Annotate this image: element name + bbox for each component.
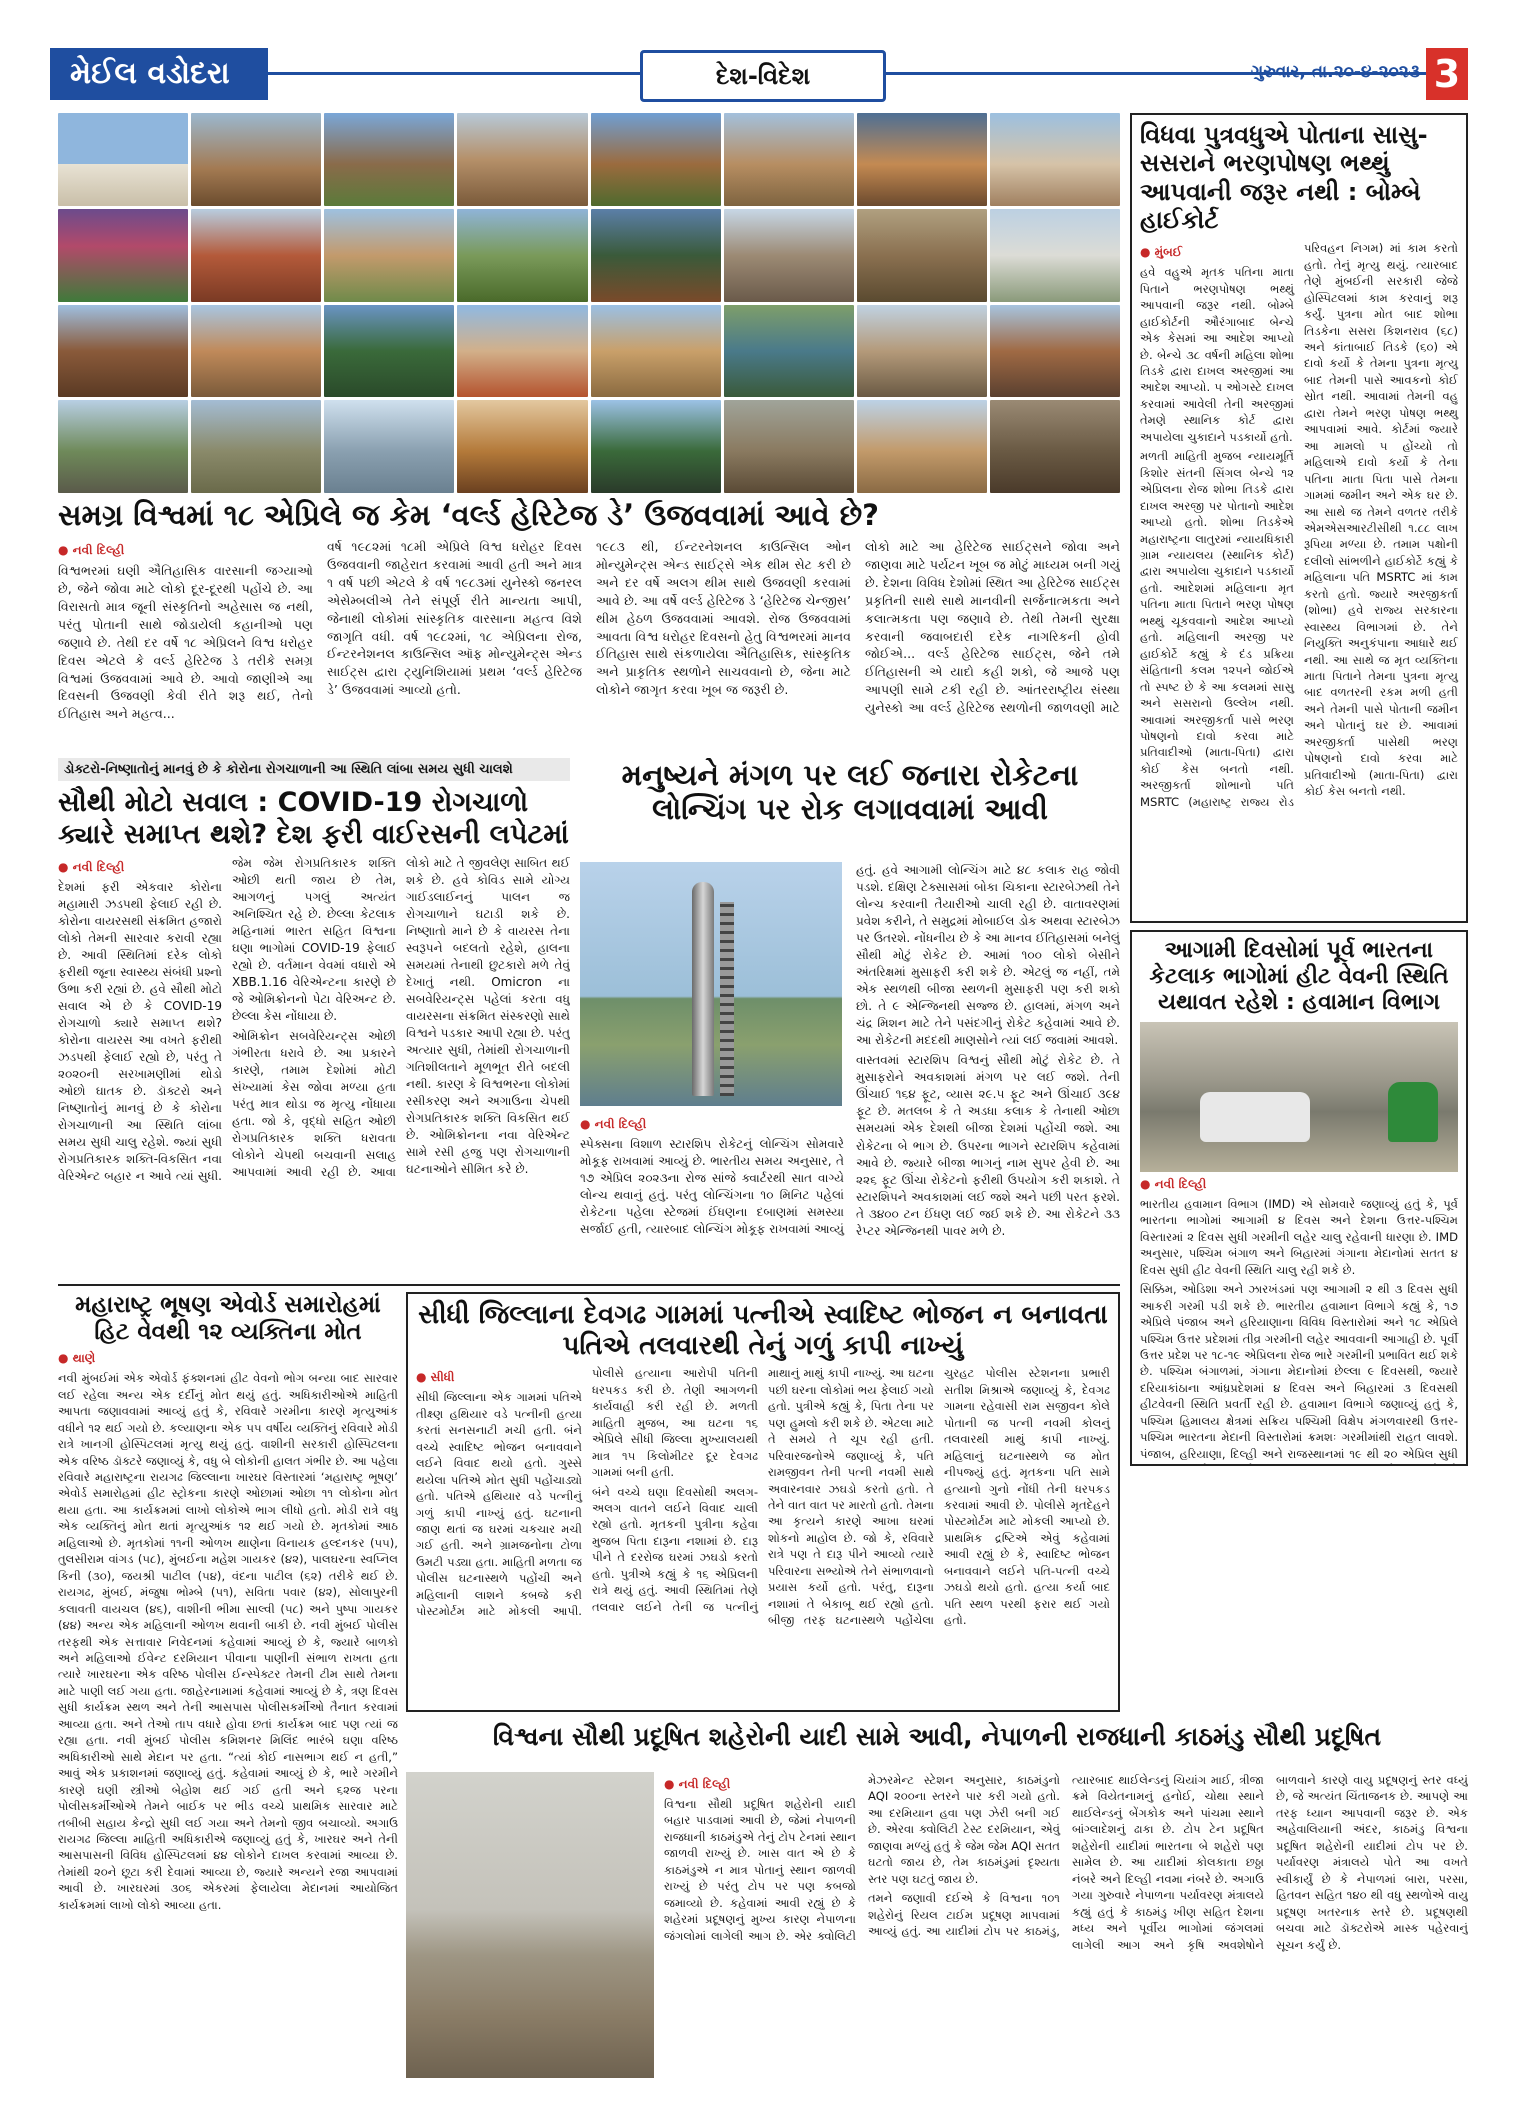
heritage-photo [191, 305, 321, 398]
rocket-body [580, 862, 1120, 1272]
pollution-paragraph: વિશ્વના સૌથી પ્રદૂષિત શહેરોની યાદી બહાર પાડવામાં આવી છે, જેમાં નેપાળની રાજધાની કાઠમંડુએ તેનું ટોપ ટેનમાં સ્થાન જાળવી રાખ્યું છે. ખાસ વાત એ છે કે કાઠમંડુએ ન માત્ર પોતાનું સ્થાન જાળવી રાખ્યું છે પરંતુ ટોપ પર પણ કબજો જમાવ્યો છે. કહેવામાં આવી રહ્યું છે કે શહેરમાં પ્રદૂષણનું મુખ્ય કારણ નેપાળના જંગલોમાં લાગેલી આગ છે. એર ક્વોલિટી મેઝરમેન્ટ સ્ટેશન અનુસાર, કાઠમંડુનો AQI ૨૦૦ના સ્તરને પાર કરી ગયો હતો. આ દરમિયાન હવા પણ ઝેરી બની ગઈ છે. એરવા ક્વોલિટી ટેસ્ટ દરમિયાન, એવું જાણવા મળ્યું હતું કે જેમ જેમ AQI સતત ઘટતો જાય છે, તેમ કાઠમંડુમાં દૃશ્યતા સ્તર પણ ઘટતું જાય છે. [664, 1773, 1060, 1943]
rocket-photo-spacer [580, 862, 842, 1112]
heritage-photo [724, 113, 854, 206]
heritage-paragraph: વિશ્વભરમાં ઘણી ઐતિહાસિક વારસાની જગ્યાઓ છે, જેને જોવા માટે લોકો દૂર-દૂરથી પહોંચે છે. આ વિરાસતો માત્ર જૂની સંસ્કૃતિનો અહેસાસ જ નથી, પરંતુ પોતાની સાથે જોડાયેલી કહાનીઓ પણ જણાવે છે. તેથી દર વર્ષે ૧૮ એપ્રિલને વિશ્વ ધરોહર દિવસ એટલે કે વર્લ્ડ હેરિટેજ ડે તરીકે સમગ્ર વિશ્વમાં ઉજવવામાં આવે છે. આવો જાણીએ આ દિવસની ઉજવણી કેવી રીતે શરૂ થઈ, તેનો ઈતિહાસ અને મહત્વ... [58, 563, 313, 722]
heatwave-story [1130, 930, 1468, 1466]
heritage-photo [58, 113, 188, 206]
pollution-paragraph: તમને જણાવી દઈએ કે વિશ્વના ૧૦૧ શહેરોનું રિયલ ટાઈમ પ્રદૂષણ માપવામાં આવ્યું હતું. આ યાદીમાં ટોપ પર કાઠમંડુ, ત્યારબાદ થાઈલેન્ડનું ચિયાંગ માઈ, ત્રીજા ક્રમે વિયેતનામનું હનોઈ, ચોથા સ્થાને થાઈલેન્ડનું બેંગકોક અને પાંચમા સ્થાને બાંગ્લાદેશનું ઢાકા છે. ટોપ ટેન પ્રદૂષિત શહેરોની યાદીમાં ભારતના બે શહેરો પણ સામેલ છે. આ યાદીમાં કોલકાતા છઠ્ઠા નંબરે અને દિલ્હી નવમા નંબરે છે. અગાઉ ગયા ગુરુવારે નેપાળના પર્યાવરણ મંત્રાલયે કહ્યું હતું કે કાઠમંડુ ખીણ સહિત દેશના મધ્ય અને પૂર્વીય ભાગોમાં જંગલમાં લાગેલી આગ અને કૃષિ અવશેષોને બાળવાને કારણે વાયુ પ્રદૂષણનું સ્તર વધ્યું છે, જે અત્યંત ચિંતાજનક છે. આપણે આ તરફ ધ્યાન આપવાની જરૂર છે. એક અહેવાલિયાની અંદર, કાઠમંડુ વિશ્વના પ્રદૂષિત શહેરોની યાદીમાં ટોપ પર છે. પર્યાવરણ મંત્રાલયે પોતે આ વખતે સ્વીકાર્યું છે કે નેપાળમાં બારા, પરસા, હિતવન સહિત ૧૪૦ થી વધુ સ્થળોએ વાયુ પ્રદૂષણ ખતરનાક સ્તરે છે. પ્રદૂષણથી બચવા માટે ડૉક્ટરોએ માસ્ક પહેરવાનું સૂચન કર્યું છે. [868, 1773, 1468, 1952]
section-title: દેશ-વિદેશ [640, 50, 886, 102]
rocket-paragraph: વાસ્તવમાં સ્ટારશિપ વિશ્વનું સૌથી મોટું રોકેટ છે. તે મુસાફરોને અવકાશમાં મંગળ પર લઈ જશે. તેની ઊંચાઈ ૧૬૪ ફૂટ, વ્યાસ ૨૯.૫ ફૂટ અને ઊંચાઈ ૩૯૪ ફૂટ છે. મતલબ કે તે અડધા કલાક કે તેનાથી ઓછા સમયમાં એક દેશથી બીજા દેશમાં પહોંચી જશે. આ રોકેટના બે ભાગ છે. ઉપરના ભાગને સ્ટારશિપ કહેવામાં આવે છે. જ્યારે બીજા ભાગનું નામ સુપર હેવી છે. આ ૨૨૬ ફૂટ ઊંચા રોકેટનો ફરીથી ઉપયોગ કરી શકાશે. તે સ્ટારશિપને અવકાશમાં લઈ જશે અને પછી પરત ફરશે. તે ૩૪૦૦ ટન ઈંધણ લઈ જઈ શકે છે. આ રોકેટને ૩૩ રેપ્ટર એન્જિનથી પાવર મળે છે. [856, 1053, 1120, 1238]
sidhi-paragraph: સીધી જિલ્લાના એક ગામમાં પતિએ તીક્ષ્ણ હથિયાર વડે પત્નીની હત્યા કરતાં સનસનાટી મચી હતી. બંને વચ્ચે સ્વાદિષ્ટ ભોજન બનાવવાને લઈને વિવાદ થયો હતો. ગુસ્સે થયેલા પતિએ મોત સુધી પહોંચાડ્યો હતો. પતિએ હથિયાર વડે પત્નીનું ગળું કાપી નાખ્યું હતું. ઘટનાની જાણ થતાં જ ઘરમાં ચકચાર મચી ગઈ હતી. અને ગ્રામજનોના ટોળા ઉમટી પડ્યા હતા. માહિતી મળતા જ પોલીસ ઘટનાસ્થળે પહોંચી અને મહિલાની લાશને કબજે કરી પોસ્ટમોર્ટમ માટે મોકલી આપી. પોલીસે હત્યાના આરોપી પતિની ધરપકડ કરી છે. તેણી આગળની કાર્યવાહી કરી રહી છે. મળતી માહિતી મુજબ, આ ઘટના ૧૬ એપ્રિલે સીધી જિલ્લા મુખ્યાલયથી માત્ર ૧૫ કિલોમીટર દૂર દેવગઢ ગામમાં બની હતી. [416, 1366, 758, 1619]
sidhi-body [416, 1365, 1110, 1665]
heatwave-paragraph: સિક્કિમ, ઓડિશા અને ઝારખંડમાં પણ આગામી ૨ થી ૩ દિવસ સુધી આકરી ગરમી પડી શકે છે. ભારતીય હવામાન વિભાગે કહ્યું કે, ૧૭ એપ્રિલે પંજાબ અને હરિયાણાના વિવિધ વિસ્તારોમાં અને ૧૮ એપ્રિલે પશ્ચિમ ઉત્તર પ્રદેશમાં તીવ્ર ગરમીની લહેર આવવાની આગાહી છે. પૂર્વી ઉત્તર પ્રદેશ પર ૧૮-૧૯ એપ્રિલના રોજ ભારે ગરમીની પ્રભાવિત થઈ શકે છે. પશ્ચિમ બંગાળમાં, ગંગાના મેદાનોમાં છેલ્લા ૯ દિવસથી, જ્યારે દરિયાકાંઠાના આંધ્રપ્રદેશમાં ૪ દિવસ અને બિહારમાં ૩ દિવસથી હીટવેવની સ્થિતિ પ્રવર્તી રહી છે. હવામાન વિભાગે જણાવ્યું હતું કે, પશ્ચિમ હિમાલય ક્ષેત્રમાં સક્રિય પશ્ચિમી વિક્ષેપ મંગળવારથી ઉત્તર-પશ્ચિમ ભારતના મેદાની વિસ્તારોમાં ક્રમશઃ ગરમીમાંથી રાહત લાવશે. પંજાબ, હરિયાણા, દિલ્હી અને રાજસ્થાનમાં ૧૯ થી ૨૦ એપ્રિલ સુધી [1140, 1282, 1459, 1461]
heritage-photo-collage [58, 113, 1120, 493]
heritage-photo [191, 113, 321, 206]
heritage-photo [324, 305, 454, 398]
covid-headline: સૌથી મોટો સવાલ : COVID-19 રોગચાળો ક્યારે સમાપ્ત થશે? દેશ ફરી વાઈરસની લપેટમાં [58, 787, 569, 850]
heatwave-dateline: ● નવી દિલ્હી [1140, 1176, 1458, 1193]
maharashtra-paragraph: નવી મુંબઈમાં એક એવોર્ડ ફંક્શનમાં હીટ વેવનો ભોગ બન્યા બાદ સારવાર લઈ રહેલા અન્ય એક દર્દીનું મોત થયું હતું. અધિકારીઓએ માહિતી આપતા જણાવવામાં આવ્યું હતું કે, રવિવારે ગરમીના કારણે મૃત્યુઆંક વધીને ૧૨ થઈ ગયો છે. કલ્યાણના એક ૫૫ વર્ષીય વ્યક્તિનું રવિવારે મોડી રાત્રે ખાનગી હોસ્પિટલમાં મૃત્યુ થયું હતું. વાશીની સરકારી હોસ્પિટલના એક વરિષ્ઠ ડૉક્ટરે જણાવ્યું કે, વધુ બે લોકોની હાલત ગંભીર છે. આ પહેલા રવિવારે મહારાષ્ટ્રના રાયગઢ જિલ્લાના ખારઘર વિસ્તારમાં ‘મહારાષ્ટ્ર ભૂષણ’ એવોર્ડ સમારોહમાં હીટ સ્ટ્રોકના કારણે ઓછામાં ઓછા ૧૧ લોકોના મોત થયા હતા. આ કાર્યક્રમમાં લાખો લોકોએ ભાગ લીધો હતો. મોડી રાત્રે વધુ એક વ્યક્તિનું મોત થતાં મૃત્યુઆંક ૧૨ થઈ ગયો છે. મૃતકોમાં આઠ મહિલાઓ છે. મૃતકોમાં ૧૧ની ઓળખ થાણેના વિનાયક હલ્દનકર (૫૫), તુલસીરામ વાંગડ (૫૮), મુંબઈના મહેશ ગાયકર (૪૨), પાલઘરના સ્વપ્નિલ કિની (૩૦), જયશ્રી પાટીલ (૫૪), વંદના પાટીલ (૬૨) તરીકે થઈ છે. રાયગઢ, મુંબઈ, મંજુષા ભોમ્બે (૫૧), સવિતા પવાર (૪૨), સોલાપુરની કલાવતી વાયચલ (૪૬), વાશીની ભીમા સાલ્વી (૫૮) અને પુષ્પા ગાયકર (૪૪) અન્ય એક મહિલાની ઓળખ થવાની બાકી છે. નવી મુંબઈ પોલીસ તરફથી એક સત્તાવાર નિવેદનમાં કહેવામાં આવ્યું છે કે, જ્યારે બાળકો અને મહિલાઓ ઈવેન્ટ દરમિયાન પીવાના પાણીની સંભાળ રાખતા હતા ત્યારે ખારઘરના એક વરિષ્ઠ પોલીસ ઈન્સ્પેક્ટર તેમની ટીમ સાથે તેમના માટે પાણી લઈ ગયા હતા. જાહેરનામામાં કહેવામાં આવ્યું છે કે, ત્રણ દિવસ સુધી કાર્યક્રમ સ્થળ અને તેની આસપાસ પોલીસકર્મીઓ તૈનાત કરવામાં આવ્યા હતા. અને તેઓ તાપ વધારે હોવા છતાં કાર્યક્રમ બાદ પણ ત્યાં જ રહ્યા હતા. નવી મુંબઈ પોલીસ કમિશનર મિલિંદ ભારંબે ઘણા વરિષ્ઠ અધિકારીઓ સાથે મેદાન પર હતા. “ત્યાં કોઈ નાસભાગ થઈ ન હતી,” આવું એક પ્રકાશનમાં જણાવ્યું હતું. કહેવામાં આવ્યું છે કે, ભારે ગરમીને કારણે ઘણી સ્ત્રીઓ બેહોશ થઈ ગઈ હતી અને ૬૨જ પરના પોલીસકર્મીઓએ તેમને બાઈક પર ભીડ વચ્ચે પ્રાથમિક સારવાર માટે તબીબી સહાય કેન્દ્રો સુધી લઈ ગયા અને તેમનો જીવ બચાવ્યો. અગાઉ રાયગઢ જિલ્લા માહિતી અધિકારીએ જણાવ્યું હતું કે, ખારઘર અને તેની આસપાસની વિવિધ હોસ્પિટલમાં ૪૪ લોકોને દાખલ કરવામાં આવ્યા છે. તેમાંથી ૨૦ને છૂટા કરી દેવામાં આવ્યા છે, જ્યારે અન્યને રજા આપવામાં આવી છે. ખારઘરમાં ૩૦૬ એકરમાં ફેલાયેલા મેદાનમાં આયોજિત કાર્યક્રમમાં લાખો લોકો આવ્યા હતા. [58, 1371, 398, 1912]
heritage-photo [990, 305, 1120, 398]
bombay-hc-dateline: ● મુંબઈ [1140, 244, 1294, 261]
sidhi-headline: સીધી જિલ્લાના દેવગઢ ગામમાં પત્નીએ સ્વાદિષ્ટ ભોજન ન બનાવતા પતિએ તલવારથી તેનું ગળું કાપી નાખ્યું [418, 1300, 1108, 1361]
heatwave-body [1140, 1176, 1458, 1466]
heritage-photo [990, 113, 1120, 206]
heritage-photo [457, 400, 587, 493]
bombay-hc-story [1130, 113, 1468, 923]
bombay-hc-paragraph: મળતી માહિતી મુજબ ન્યાયમૂર્તિ કિશોર સંતની સિંગલ બેન્ચે ૧૨ એપ્રિલના રોજ શોભા તિડકે દ્વારા દાખલ અરજી પર પોતાનો આદેશ આપ્યો હતો. શોભા તિડકેએ મહારાષ્ટ્રના લાતુરમાં ન્યાયધિકારી ગ્રામ ન્યાયલય (સ્થાનિક કોર્ટ) દ્વારા અપાયેલા ચુકાદાને પડકાર્યો હતો. આદેશમાં મહિલાના મૃત પતિના માતા પિતાને ભરણ પોષણ ભથ્થું ચૂકવવાનો આદેશ આપ્યો હતો. મહિલાની અરજી પર હાઈકોર્ટે કહ્યું કે દંડ પ્રક્રિયા સંહિતાની કલમ ૧૨૫ને જોઈએ તો સ્પષ્ટ છે કે આ કલમમાં સાસુ અને સસરાનો ઉલ્લેખ નથી. આવામાં અરજીકર્તા પાસે ભરણ પોષણનો દાવો કરવા માટે પ્રતિવાદીઓ (માતા-પિતા) દ્વારા કોઈ કેસ બનતો નથી. અરજીકર્તા શોભાનો પતિ MSRTC (મહારાષ્ટ્ર રાજ્ય રોડ પરિવહન નિગમ) માં કામ કરતો હતો. તેનું મૃત્યુ થયું. ત્યારબાદ તેણે મુંબઈની સરકારી જેજે હોસ્પિટલમાં કામ કરવાનું શરૂ કર્યું. પુત્રના મોત બાદ શોભા તિડકેના સસરા કિશનરાવ (૬૮) અને કાંતાબાઈ તિડકે (૬૦) એ દાવો કર્યો કે તેમના પુત્રના મૃત્યુ બાદ તેમની પાસે આવકનો કોઈ સ્રોત નથી. આવામાં તેમની વહુ દ્વારા તેમને ભરણ પોષણ ભથ્થુ આપવામાં આવે. કોર્ટમાં જ્યારે આ મામલો ૫ હોંચ્યો તો મહિલાએ દાવો કર્યો કે તેના પતિના માતા પિતા પાસે તેમના ગામમાં જમીન અને એક ઘર છે. આ સાથે જ તેમને વળતર તરીકે એમએસઆરટીસીથી ૧.૮૮ લાખ રૂપિયા મળ્યા છે. તમામ પક્ષોની દલીલો સાંભળીને હાઈકોર્ટે કહ્યું કે મહિલાના પતિ MSRTC માં કામ કરતો હતો. જ્યારે અરજીકર્તા (શોભા) હવે રાજ્ય સરકારના સ્વાસ્થ્ય વિભાગમાં છે. તેને નિયુક્તિ અનુકંપાના આધારે થઈ નથી. આ સાથે જ મૃત વ્યક્તિના માતા પિતાને તેમના પુત્રના મૃત્યુ બાદ વળતરની રકમ મળી હતી અને તેમની પાસે પોતાની જમીન અને પોતાનું ઘર છે. આવામાં અરજીકર્તા પાસેથી ભરણ પોષણનો દાવો કરવા માટે પ્રતિવાદીઓ (માતા-પિતા) દ્વારા કોઈ કેસ બનતો નથી. [1140, 241, 1458, 809]
heritage-photo [457, 305, 587, 398]
rocket-story [580, 758, 1120, 1278]
bombay-hc-body [1140, 240, 1458, 920]
maharashtra-body [58, 1350, 398, 1913]
heritage-photo [58, 209, 188, 302]
maharashtra-story [58, 1292, 398, 2084]
heritage-photo [324, 113, 454, 206]
maharashtra-headline: મહારાષ્ટ્ર ભૂષણ એવોર્ડ સમારોહમાં હિટ વેવથી ૧૨ વ્યક્તિના મોત [75, 1292, 381, 1346]
covid-story [58, 758, 570, 1278]
sidhi-story [406, 1292, 1120, 1712]
page-number: 3 [1426, 48, 1468, 100]
heritage-photo [591, 113, 721, 206]
pollution-story [406, 1722, 1468, 2084]
heritage-headline: સમગ્ર વિશ્વમાં ૧૮ એપ્રિલે જ કેમ ‘વર્લ્ડ હેરિટેજ ડે’ ઉજવવામાં આવે છે? [58, 498, 879, 532]
kathmandu-smog-photo [406, 1772, 654, 2078]
heritage-paragraph: ૧૯૮૩ થી, ઈન્ટરનેશનલ કાઉન્સિલ ઓન મોન્યુમેન્ટ્સ એન્ડ સાઈટ્સે એક થીમ સેટ કરી છે અને દર વર્ષે અલગ થીમ સાથે ઉજવણી કરવામાં આવે છે. આ વર્ષે વર્લ્ડ હેરિટેજ ડે ‘હેરિટેજ ચેન્જીસ’ થીમ હેઠળ ઉજવવામાં આવશે. રોજ ઉજવવામાં આવતા વિશ્વ ધરોહર દિવસનો હેતુ વિશ્વભરમાં માનવ ઈતિહાસ સાથે સંકળાયેલા ઐતિહાસિક, સાંસ્કૃતિક અને પ્રાકૃતિક સ્થળોને સાચવવાનો છે, જેના માટે લોકોને જાગૃત કરવા ખૂબ જ જરૂરી છે. [596, 539, 851, 698]
heritage-photo [724, 400, 854, 493]
heritage-paragraph: લોકો માટે આ હેરિટેજ સાઈટ્સને જોવા અને જાણવા માટે પર્યટન ખૂબ જ મોટું માધ્યમ બની ગયું છે. દેશના વિવિધ દેશોમાં સ્થિત આ હેરિટેજ સાઈટ્સ પ્રકૃતિની સાથે સાથે માનવીની સર્જનાત્મકતા અને કલાત્મકતા પણ જણાવે છે. તેથી તેમની સુરક્ષા કરવાની જવાબદારી દરેક નાગરિકની હોવી જોઈએ... વર્લ્ડ હેરિટેજ સાઈટ્સ, જેને તમે ઈતિહાસની એ યાદો કહી શકો, જે આજે પણ આપણી સામે ટકી રહી છે. આંતરરાષ્ટ્રીય સંસ્થા યુનેસ્કો આ વર્લ્ડ હેરિટેજ સ્થળોની જાળવણી માટે [865, 539, 1120, 716]
heritage-photo [591, 209, 721, 302]
heritage-photo [724, 305, 854, 398]
pollution-headline: વિશ્વના સૌથી પ્રદૂષિત શહેરોની યાદી સામે આવી, નેપાળની રાજધાની કાઠમંડુ સૌથી પ્રદૂષિત [492, 1722, 1382, 1751]
sidhi-dateline: ● સીધી [416, 1369, 582, 1386]
heritage-photo [591, 400, 721, 493]
heritage-story [58, 498, 1120, 750]
issue-date: ગુરુવાર, તા.૨૦-૪-૨૦૨૩ [1250, 62, 1420, 82]
rocket-dateline: ● નવી દિલ્હી [580, 1116, 844, 1133]
covid-dateline: ● નવી દિલ્હી [58, 859, 222, 876]
covid-kicker: ડોક્ટરો-નિષ્ણાતોનું માનવું છે કે કોરોના રોગચાળાની આ સ્થિતિ લાંબા સમય સુધી ચાલશે [58, 758, 570, 781]
heritage-photo [191, 400, 321, 493]
heritage-body [58, 538, 1120, 728]
bombay-hc-headline: વિધવા પુત્રવધુએ પોતાના સાસુ-સસરાને ભરણપોષણ ભથ્થું આપવાની જરૂર નથી : બોમ્બે હાઈકોર્ટ [1140, 121, 1428, 234]
section-divider [58, 1284, 1120, 1286]
heritage-photo [191, 209, 321, 302]
heritage-photo [857, 400, 987, 493]
heritage-photo [457, 209, 587, 302]
maharashtra-dateline: ● થાણે [58, 1350, 398, 1367]
pollution-body [664, 1772, 1468, 2078]
heritage-photo [857, 209, 987, 302]
heatwave-photo [1140, 1022, 1458, 1172]
heritage-photo [591, 305, 721, 398]
heritage-photo [457, 113, 587, 206]
heatwave-paragraph: ભારતીય હવામાન વિભાગ (IMD) એ સોમવારે જણાવ્યું હતું કે, પૂર્વ ભારતના ભાગોમાં આગામી ૪ દિવસ અને દેશના ઉત્તર-પશ્ચિમ વિસ્તારમાં ૨ દિવસ સુધી ગરમીની લહેર ચાલુ રહેવાની ધારણા છે. IMD અનુસાર, ૫શ્ચિમ બંગાળ અને બિહારમાં ગંગાના મેદાનોમાં સતત ૪ દિવસ સુધી હીટ વેવની સ્થિતિ ચાલુ રહી શકે છે. [1140, 1196, 1458, 1277]
edition-name: મેઈલ વડોદરા [50, 48, 268, 100]
heritage-photo [857, 113, 987, 206]
heritage-photo [857, 305, 987, 398]
heritage-photo [990, 209, 1120, 302]
heritage-photo [990, 400, 1120, 493]
heritage-paragraph: વર્ષ ૧૯૮૨માં ૧૮મી એપ્રિલે વિશ્વ ધરોહર દિવસ ઉજવવાની જાહેરાત કરવામાં આવી હતી અને માત્ર ૧ વર્ષ પછી એટલે કે વર્ષ ૧૯૮૩માં યુનેસ્કો જનરલ એસેમ્બલીએ તેને સંપૂર્ણ રીતે માન્યતા આપી, જેનાથી લોકોમાં સાંસ્કૃતિક વારસાના મહત્વ વિશે જાગૃતિ વધી. વર્ષ ૧૯૮૨માં, ૧૮ એપ્રિલના રોજ, ઈન્ટરનેશનલ કાઉન્સિલ ઑફ મોન્યુમેન્ટ્સ એન્ડ સાઈટ્સ દ્વારા ટ્યુનિશિયામાં પ્રથમ ‘વર્લ્ડ હેરિટેજ ડે’ ઉજવવામાં આવ્યો હતો. [327, 539, 582, 698]
rocket-headline: મનુષ્યને મંગળ પર લઈ જનારા રોકેટના લોન્ચિંગ પર રોક લગાવવામાં આવી [621, 758, 1079, 827]
heatwave-headline: આગામી દિવસોમાં પૂર્વ ભારતના કેટલાક ભાગોમાં હીટ વેવની સ્થિતિ યથાવત રહેશે : હવામાન વિભાગ [1149, 938, 1449, 1015]
heritage-photo [58, 305, 188, 398]
car-shape [1200, 1092, 1310, 1142]
heritage-photo [58, 400, 188, 493]
covid-paragraph: ઓમિક્રોન સબવેરિયન્ટ્સ ઓછી ગંભીરતા ધરાવે છે. આ પ્રકારને કારણે, તમામ દેશોમાં મોટી સંખ્યામાં કેસ જોવા મળ્યા હતા પરંતુ માત્ર થોડા જ મૃત્યુ નોંધાયા હતા. જો કે, વૃદ્ધો સહિત ઓછી રોગપ્રતિકારક શક્તિ ધરાવતા લોકોને ચેપથી બચવાની સલાહ આપવામાં આવી રહી છે. આવા લોકો માટે તે જીવલેણ સાબિત થઈ શકે છે. હવે કોવિડ સામે યોગ્ય ગાઈડલાઈનનું પાલન જ રોગચાળાને ઘટાડી શકે છે. નિષ્ણાતો માને છે કે વાયરસ તેના સ્વરૂપને બદલતો રહેશે, હાલના સમયમાં તેનાથી છુટકારો મળે તેવું દેખાતું નથી. Omicron ના સબવેરિયન્ટ્સ પહેલાં કરતા વધુ વાયરસના સંક્રમિત સંસ્કરણો સાથે વિશ્વને પડકાર આપી રહ્યા છે. પરંતુ અત્યાર સુધી, તેમાંથી રોગચાળાની ગતિશીલતાને મૂળભૂત રીતે બદલી નથી. કારણ કે વિશ્વભરના લોકોમાં રસીકરણ અને અગાઉના ચેપથી રોગપ્રતિકારક શક્તિ વિકસિત થઈ છે. ઓમિક્રોનના નવા વેરિએન્ટ સામે રસી હજુ પણ રોગચાળાની ઘટનાઓને સીમિત કરે છે. [232, 855, 570, 1180]
heritage-photo [724, 209, 854, 302]
bombay-hc-paragraph: હવે વહુએ મૃતક પતિના માતા પિતાને ભરણપોષણ ભથ્થું આપવાની જરૂર નથી. બોમ્બે હાઈકોર્ટની ઔરંગાબાદ બેન્ચે એક કેસમાં આ આદેશ આપ્યો છે. બેન્ચે ૩૮ વર્ષની મહિલા શોભા તિડકે દ્વારા દાખલ અરજીમાં આ આદેશ આપ્યો. ૫ ઓગસ્ટે દાખલ કરવામાં આવેલી તેની અરજીમાં તેમણે સ્થાનિક કોર્ટ દ્વારા અપાયેલા ચુકાદાને પડકાર્યો હતો. [1140, 265, 1294, 444]
covid-body [58, 855, 570, 1225]
heritage-photo [324, 209, 454, 302]
pollution-dateline: ● નવી દિલ્હી [664, 1776, 856, 1793]
rocket-paragraph: સ્પેક્સના વિશાળ સ્ટારશિપ રોકેટનું લોન્ચિંગ સોમવારે મોકૂફ રાખવામાં આવ્યું છે. ભારતીય સમય અનુસાર, તે ૧૭ એપ્રિલ ૨૦૨૩ના રોજ સાંજે ક્વાર્ટરથી સાત વાગ્યે લોન્ચ થવાનું હતું. પરંતુ લોન્ચિંગના ૧૦ મિનિટ પહેલાં રોકેટના પહેલા સ્ટેજમાં ઈંધણના દબાણમાં સમસ્યા સર્જાઈ હતી, ત્યારબાદ લોન્ચિંગ મોકૂફ રાખવામાં આવ્યું હતું. હવે આગામી લોન્ચિંગ માટે ૪૮ કલાક રાહ જોવી પડશે. દક્ષિણ ટેક્સાસમાં બોકા ચિકાના સ્ટારબેઝથી તેને લોન્ચ કરવાની તૈયારીઓ ચાલી રહી છે. વાતાવરણમાં પ્રવેશ કરીને, તે સમુદ્રમાં મોબાઈલ ડોક અથવા સ્ટારબેઝ પર ઉતરશે. નોંધનીય છે કે આ માનવ ઈતિહાસમાં બનેલું સૌથી મોટું રોકેટ છે. આમાં ૧૦૦ લોકો બેસીને અંતરિક્ષમાં મુસાફરી કરી શકે છે. એટલું જ નહીં, તમે એક સ્થળથી બીજા સ્થળની મુસાફરી પણ કરી શકો છો. તે ૯ એન્જિનથી સજ્જ છે. હાલમાં, મંગળ અને ચંદ્ર મિશન માટે તેને પસંદગીનું રોકેટ કહેવામાં આવે છે. આ રોકેટની મદદથી માણસોને ત્યાં લઈ જવામાં આવશે. [580, 863, 1120, 1237]
heritage-photo [324, 400, 454, 493]
heritage-dateline: ● નવી દિલ્હી [58, 542, 313, 559]
autorickshaw-shape [1388, 1082, 1438, 1142]
masthead [50, 48, 1468, 100]
covid-paragraph: દેશમાં ફરી એકવાર કોરોના મહામારી ઝડપથી ફેલાઈ રહી છે. કોરોના વાયરસથી સંક્રમિત હજારો લોકો તેમની સારવાર કરાવી રહ્યા છે. આવી સ્થિતિમાં દરેક લોકો ફરીથી જૂના સ્વાસ્થ્ય સંબંધી પ્રશ્નો ઉભા કરી રહ્યાં છે. હવે સૌથી મોટો સવાલ એ છે કે COVID-19 રોગચાળો ક્યારે સમાપ્ત થશે? કોરોના વાયરસ આ વખતે ફરીથી ઝડપથી ફેલાઈ રહ્યો છે, પરંતુ તે ૨૦૨૦ની સરખામણીમાં થોડો ઓછો ઘાતક છે. ડૉક્ટરો અને નિષ્ણાતોનું માનવું છે કે કોરોના રોગચાળાની આ સ્થિતિ લાંબા સમય સુધી ચાલુ રહેશે. જ્યાં સુધી રોગપ્રતિકારક શક્તિ-વિકસિત નવા વેરિએન્ટ બહાર ન આવે ત્યાં સુધી. જેમ જેમ રોગપ્રતિકારક શક્તિ ઓછી થતી જાય છે તેમ, આગળનું પગલું અત્યંત અનિશ્ચિત રહે છે. છેલ્લા કેટલાક મહિનામાં ભારત સહિત વિશ્વના ઘણા ભાગોમાં COVID-19 ફેલાઈ રહ્યો છે. વર્તમાન વેવમાં વધારો એ XBB.1.16 વેરિએન્ટના કારણે છે જે ઓમિક્રોનનો પેટા વેરિઅન્ટ છે. છેલ્લા કેસ નોંધાયા છે. [58, 855, 396, 1184]
sidhi-paragraph: બંને વચ્ચે ઘણા દિવસોથી અલગ-અલગ વાતને લઈને વિવાદ ચાલી રહ્યો હતો. મૃતકની પુત્રીના કહેવા મુજબ પિતા દારૂના નશામાં છે. દારૂ પીને તે દરરોજ ઘરમાં ઝઘડો કરતો હતો. પુત્રીએ કહ્યું કે ૧૬ એપ્રિલની રાત્રે થયું હતું. આવી સ્થિતિમાં તેણે તલવાર લઈને તેની જ પત્નીનું માથાનું માથું કાપી નાખ્યું. આ ઘટના પછી ઘરના લોકોમાં ભય ફેલાઈ ગયો હતો. પુત્રીએ કહ્યું કે, પિતા તેના પર પણ હુમલો કરી શકે છે. એટલા માટે તે સમયે તે ચૂપ રહી હતી. પરિવારજનોએ જણાવ્યું કે, પતિ રામજીવન તેની પત્ની નવમી સાથે અવારનવાર ઝઘડો કરતો હતો. તે તેને વાત વાત પર મારતો હતો. તેમના આ કૃત્યને કારણે આખા ઘરમાં શોકનો માહોલ છે. જો કે, રવિવારે રાત્રે પણ તે દારૂ પીને આવ્યો ત્યારે પરિવારના સભ્યોએ તેને સંભાળવાનો પ્રયાસ કર્યો હતો. પરંતુ, દારૂના નશામાં તે બેકાબૂ થઈ રહ્યો હતો. બીજી તરફ ઘટનાસ્થળે પહોંચેલા ચુરહટ પોલીસ સ્ટેશનના પ્રભારી સતીશ મિશ્રાએ જણાવ્યું કે, દેવગઢ ગામના રહેવાસી રામ સજીવન કોલે પોતાની જ પત્ની નવમી કોલનું તલવારથી માથું કાપી નાખ્યું. મહિલાનું ઘટનાસ્થળે જ મોત નીપજ્યું હતું. મૃતકના પતિ સામે હત્યાનો ગુનો નોંધી તેની ધરપકડ કરવામાં આવી છે. પોલીસે મૃતદેહને પોસ્ટમોર્ટમ માટે મોકલી આપ્યો છે. પ્રાથમિક દ્રષ્ટિએ એવું કહેવામાં આવી રહ્યું છે કે, સ્વાદિષ્ટ ભોજન બનાવવાને લઈને પતિ-પત્ની વચ્ચે ઝઘડો થયો હતો. હત્યા કર્યા બાદ પતિ સ્થળ પરથી ફરાર થઈ ગયો હતો. [592, 1366, 1110, 1628]
